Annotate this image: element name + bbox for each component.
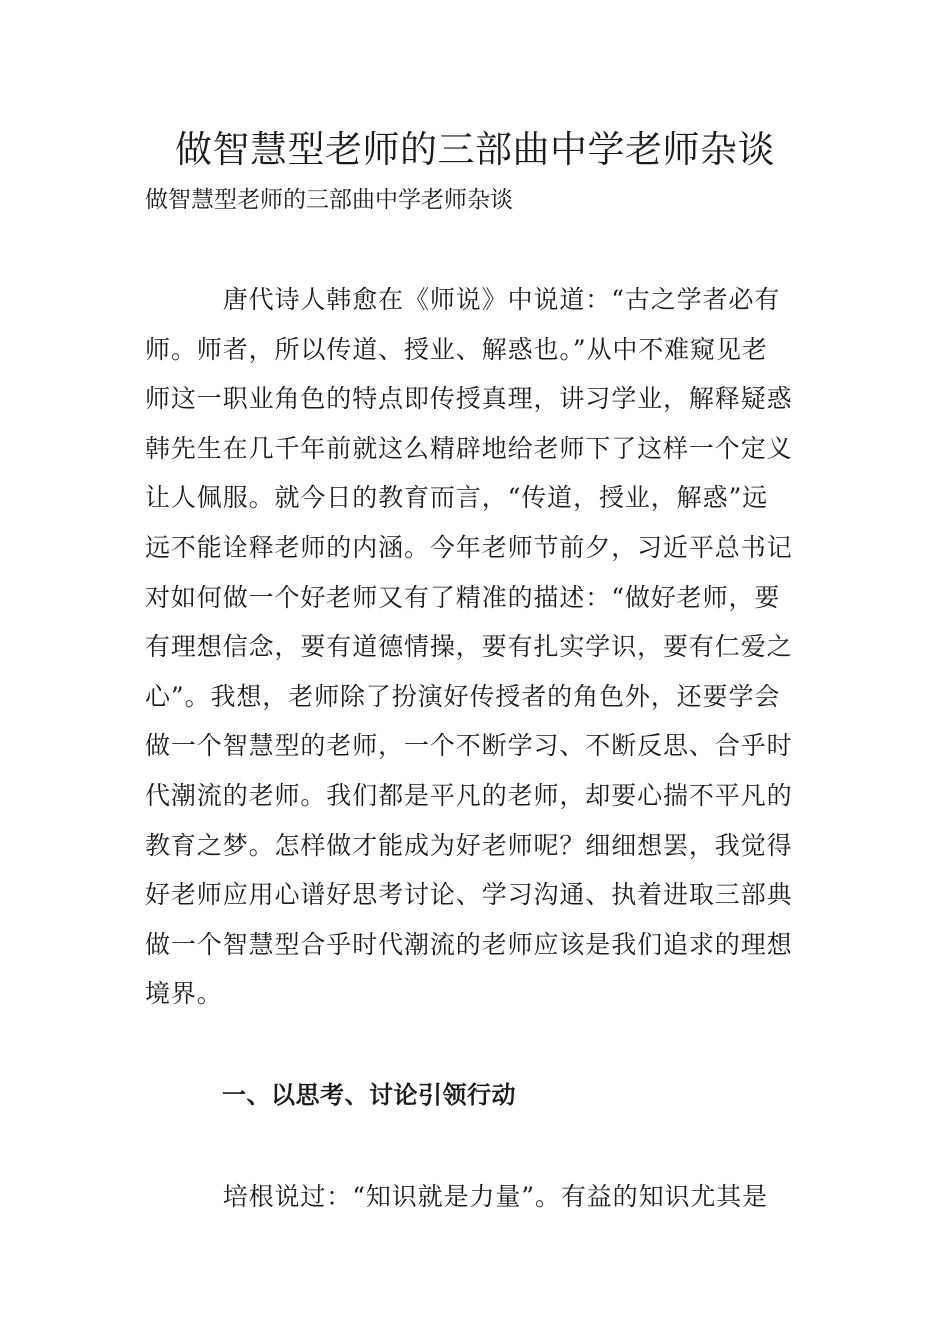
body-paragraph-1 <box>145 275 805 1019</box>
paragraph-line: 好老师应用心谱好思考讨论、学习沟通、执着进取三部典 <box>145 880 793 910</box>
paragraph-line: 远不能诠释老师的内涵。今年老师节前夕，习近平总书记 <box>145 532 793 562</box>
paragraph-line: 唐代诗人韩愈在《师说》中说道：“古之学者必有 <box>145 285 781 314</box>
paragraph-line: 培根说过：“知识就是力量”。有益的知识尤其是 <box>145 1182 769 1211</box>
paragraph-line: 做一个智慧型合乎时代潮流的老师应该是我们追求的理想 <box>145 929 793 959</box>
section-heading: 一、以思考、讨论引领行动 <box>222 1080 516 1109</box>
paragraph-line: 代潮流的老师。我们都是平凡的老师，却要心揣不平凡的 <box>145 780 793 810</box>
document-title: 做智慧型老师的三部曲中学老师杂谈 <box>175 128 775 171</box>
paragraph-line: 心”。我想，老师除了扮演好传授者的角色外，还要学会 <box>145 681 781 711</box>
paragraph-line: 境界。 <box>145 979 223 1009</box>
paragraph-line: 对如何做一个好老师又有了精准的描述：“做好老师，要 <box>145 582 781 612</box>
paragraph-line: 师。师者，所以传道、授业、解惑也。”从中不难窥见老 <box>145 334 768 364</box>
paragraph-line: 让人佩服。就今日的教育而言，“传道，授业，解惑”远 <box>145 483 769 513</box>
paragraph-line: 韩先生在几千年前就这么精辟地给老师下了这样一个定义 <box>145 433 793 463</box>
paragraph-line: 教育之梦。怎样做才能成为好老师呢？细细想罢，我觉得 <box>145 830 793 860</box>
document-subtitle: 做智慧型老师的三部曲中学老师杂谈 <box>145 187 513 213</box>
paragraph-line: 有理想信念，要有道德情操，要有扎实学识，要有仁爱之 <box>145 632 793 662</box>
body-paragraph-2 <box>145 1172 805 1222</box>
paragraph-line: 师这一职业角色的特点即传授真理，讲习学业，解释疑惑 <box>145 384 793 414</box>
paragraph-line: 做一个智慧型的老师，一个不断学习、不断反思、合乎时 <box>145 731 793 761</box>
